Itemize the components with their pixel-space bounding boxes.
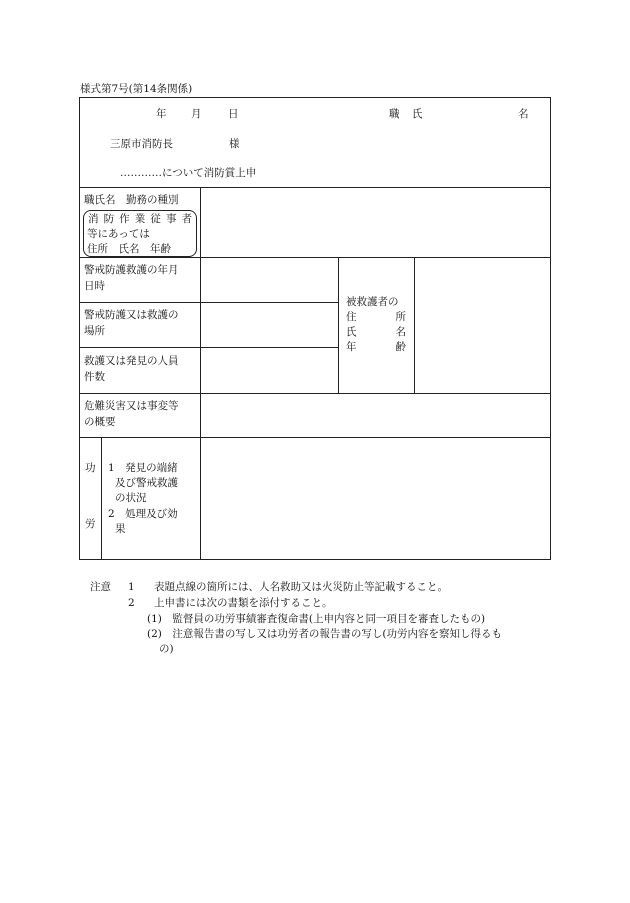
subject-line: …………について消防賞上申 bbox=[120, 167, 257, 179]
row-divider-3 bbox=[79, 302, 339, 303]
note2-number: 2 bbox=[128, 597, 135, 609]
merit-item1-3: の状況 bbox=[115, 492, 147, 504]
table-right-border bbox=[550, 97, 551, 560]
notes-label: 注意 bbox=[90, 581, 111, 593]
addressee: 三原市消防長 bbox=[110, 138, 173, 150]
merit-column-divider bbox=[101, 437, 102, 560]
merit-item2-1: 2 処理及び効 bbox=[108, 508, 178, 520]
row4-label-1: 救護又は発見の人員 bbox=[84, 355, 179, 367]
row1-sub2: 等にあっては bbox=[87, 228, 150, 240]
addressee-sama: 様 bbox=[229, 138, 240, 150]
row5-label-1: 危難災害又は事変等 bbox=[84, 400, 179, 412]
note2-sub2-continued: の) bbox=[159, 643, 174, 655]
rescued-name: 氏 名 bbox=[346, 326, 406, 338]
merit-char-1: 功 bbox=[85, 462, 96, 474]
row-divider-6 bbox=[79, 437, 551, 438]
merit-char-2: 労 bbox=[85, 518, 96, 530]
header-day: 日 bbox=[228, 108, 239, 120]
header-month: 月 bbox=[191, 108, 202, 120]
row3-label-1: 警戒防護又は救護の bbox=[84, 309, 179, 321]
note2-sub2: (2) 注意報告書の写し又は功労者の報告書の写し(功労内容を察知し得るも bbox=[147, 628, 502, 640]
table-left-border bbox=[79, 97, 80, 560]
merit-item2-2: 果 bbox=[115, 523, 126, 535]
merit-item1-2: 及び警戒救護 bbox=[115, 477, 178, 489]
note1-number: 1 bbox=[128, 581, 135, 593]
rescued-label: 被救護者の bbox=[346, 296, 399, 308]
table-bottom-border bbox=[79, 559, 551, 560]
rescued-age: 年 齢 bbox=[346, 341, 406, 353]
merit-item1-1: 1 発見の端緒 bbox=[108, 462, 178, 474]
note2-sub1: (1) 監督員の功労事績審査復命書(上申内容と同一項目を審査したもの) bbox=[147, 613, 486, 625]
row1-sub1: 消 防 作 業 従 事 者 bbox=[88, 213, 192, 225]
row-divider-4 bbox=[79, 347, 339, 348]
row2-label-1: 警戒防護救護の年月 bbox=[84, 264, 179, 276]
note2-text: 上申書には次の書類を添付すること。 bbox=[154, 597, 333, 609]
note1-text: 表題点線の箇所には、人名救助又は火災防止等記載すること。 bbox=[154, 581, 448, 593]
header-shoku: 職 bbox=[389, 108, 400, 120]
row-divider-2 bbox=[79, 257, 551, 258]
header-shi: 氏 bbox=[412, 108, 423, 120]
rescued-column-left bbox=[338, 257, 339, 394]
row4-label-2: 件数 bbox=[84, 371, 105, 383]
row5-label-2: の概要 bbox=[84, 416, 116, 428]
row-divider-1 bbox=[79, 187, 551, 188]
label-column-divider bbox=[200, 187, 201, 560]
row2-label-2: 日時 bbox=[84, 280, 105, 292]
row1-label: 職氏名 勤務の種別 bbox=[84, 194, 179, 206]
rescued-column-right bbox=[414, 257, 415, 394]
header-mei: 名 bbox=[518, 108, 529, 120]
row1-sub3: 住所 氏名 年齢 bbox=[87, 243, 171, 255]
header-year: 年 bbox=[156, 108, 167, 120]
row3-label-2: 場所 bbox=[84, 325, 105, 337]
form-title: 様式第7号(第14条関係) bbox=[80, 83, 193, 95]
rescued-address: 住 所 bbox=[346, 311, 406, 323]
table-top-border bbox=[79, 97, 551, 98]
row-divider-5 bbox=[79, 393, 551, 394]
